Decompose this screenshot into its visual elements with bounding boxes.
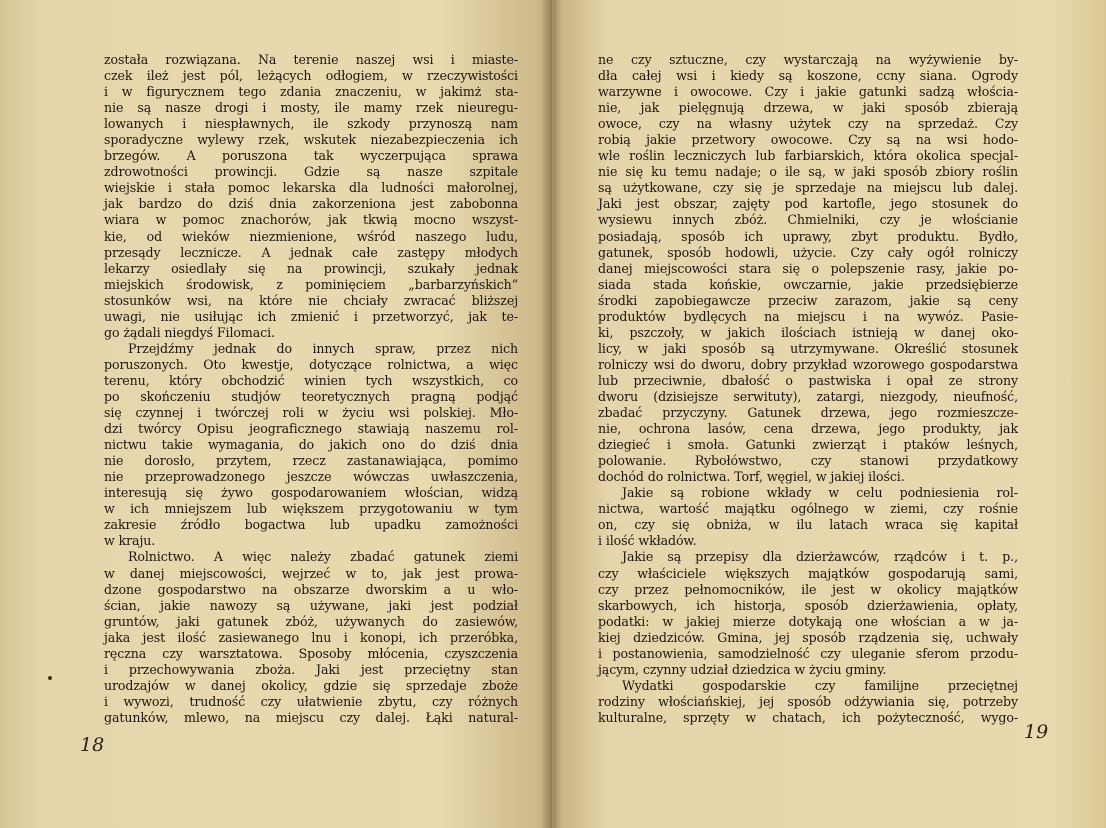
text-line: wysiewu innych zbóż. Chmielniki, czy je włościanie [598,212,1018,228]
text-line: ścian, jakie nawozy są używane, jaki jest podział [104,597,518,613]
text-line: posiadają, sposób ich uprawy, zbyt produktu. Bydło, [598,228,1018,244]
text-line: licy, w jaki sposób są utrzymywane. Określić stosunek [598,340,1018,356]
text-line: jaka jest ilość zasiewanego lnu i konopi, ich przeróbka, [104,629,518,645]
text-line: poruszonych. Oto kwestje, dotyczące rolnictwa, a więc [104,356,518,372]
text-line: kulturalne, sprzęty w chatach, ich pożyteczność, wygo- [598,709,1018,725]
text-line: dła całej wsi i kiedy są koszone, ccny siana. Ogrody [598,68,1018,84]
text-line: Jakie są przepisy dla dzierżawców, rządców i t. p., [622,549,1018,565]
text-line: lekarzy osiedlały się na prowincji, szukały jednak [104,260,518,276]
text-line: czy przez pełnomocników, ile jest w okolicy majątków [598,581,1018,597]
text-line: czek ileż jest pól, leżących odłogiem, w rzeczywistości [104,68,518,84]
text-line: kie, od wieków niezmienione, wśród naszego ludu, [104,228,518,244]
text-line: lowanych i niespławnych, ile szkody przynoszą nam [104,116,518,132]
text-line: są użytkowane, czy się je sprzedaje na miejscu lub dalej. [598,180,1018,196]
text-line: wiejskie i stała pomoc lekarska dla ludności małorolnej, [104,180,518,196]
text-line: i ilość wkładów. [598,533,697,549]
text-line: dzi twórcy Opisu jeograficznego stawiają naszemu rol- [104,421,518,437]
text-line: warzywne i owocowe. Czy i jakie gatunki sadzą włościa- [598,84,1018,100]
text-line: ki, pszczoły, w jakich ilościach istnieją w danej oko- [598,324,1018,340]
right-page-text [598,52,1018,726]
text-line: i przechowywania zboża. Jaki jest przeciętny stan [104,661,518,677]
text-line: Jaki jest obszar, zajęty pod kartofle, jego stosunek do [598,196,1018,212]
text-line: dochód do rolnictwa. Torf, węgiel, w jakiej ilości. [598,469,905,485]
text-line: nie przeprowadzonego jeszcze wówczas uwłaszczenia, [104,469,518,485]
text-line: wiara w pomoc znachorów, jak tkwią mocno wszyst- [104,212,518,228]
text-line: jak bardzo do dziś dnia zakorzeniona jest zabobonna [104,196,518,212]
text-line: została rozwiązana. Na terenie naszej wsi i miaste- [104,52,518,67]
text-line: robią jakie przetwory owocowe. Czy są na wsi hodo- [598,132,1018,148]
text-line: czy właściciele większych majątków gospodarują sami, [598,565,1018,581]
text-line: w ich mniejszem lub większem przygotowaniu w tym [104,501,518,517]
book-gutter [540,0,562,828]
text-line: sporadyczne wylewy rzek, wskutek niezabezpieczenia ich [104,132,518,148]
text-line: środki zapobiegawcze przeciw zarazom, jakie są ceny [598,292,1018,308]
text-line: danej miejscowości stara się o polepszenie rasy, jakie po- [598,260,1018,276]
text-line: Jakie są robione wkłady w celu podniesienia rol- [622,485,1018,501]
text-line: Wydatki gospodarskie czy familijne przeciętnej [622,677,1018,693]
text-line: Rolnictwo. A więc należy zbadać gatunek ziemi [128,549,518,565]
text-line: nie, jak pielęgnują drzewa, w jaki sposób zbierają [598,100,1018,116]
text-line: i postanowienia, samodzielność czy uleganie sferom przodu- [598,645,1018,661]
text-line: gatunek, sposób hodowli, użycie. Czy cały ogół rolniczy [598,244,1018,260]
text-line: terenu, który obchodzić winien tych wszystkich, co [104,372,518,388]
text-line: nie się ku temu nadaje; o ile są, w jaki sposób zbiory roślin [598,164,1018,180]
text-line: gruntów, jaki gatunek zbóż, używanych do zasiewów, [104,613,518,629]
right-page-number: 19 [1024,721,1049,743]
text-line: dzone gospodarstwo na obszarze dworskim a u wło- [104,581,518,597]
text-line: w kraju. [104,533,156,549]
text-line: się czynnej i twórczej roli w życiu wsi polskiej. Mło- [104,405,518,421]
text-line: on, czy się obniża, w ilu latach wraca się kapitał [598,517,1018,533]
text-line: produktów bydlęcych na miejscu i na wywóz. Pasie- [598,308,1018,324]
text-line: interesują się żywo gospodarowaniem włościan, widzą [104,485,518,501]
text-line: dworu (dzisiejsze serwituty), zatargi, niezgody, nieufność, [598,388,1018,404]
text-line: w danej miejscowości, wejrzeć w to, jak jest prowa- [104,565,518,581]
text-line: owoce, czy na własny użytek czy na sprzedaż. Czy [598,116,1018,132]
text-line: zbadać przyczyny. Gatunek drzewa, jego rozmieszcze- [598,405,1018,421]
text-line: przesądy lecznicze. A jednak całe zastępy młodych [104,244,518,260]
text-line: podatki: w jakiej mierze dotykają one włościan a w ja- [598,613,1018,629]
text-line: Przejdźmy jednak do innych spraw, przez nich [128,340,518,356]
text-line: brzegów. A poruszona tak wyczerpująca sprawa [104,148,518,164]
ink-speck [48,676,52,680]
text-line: i wywozi, trudność czy ułatwienie zbytu, czy różnych [104,693,518,709]
text-line: nictwu takie wymagania, do jakich ono do dziś dnia [104,437,518,453]
text-line: stosunków wsi, na które nie chciały zwracać bliższej [104,292,518,308]
text-line: zdrowotności prowincji. Gdzie są nasze szpitale [104,164,518,180]
text-line: skarbowych, ich historja, sposób dzierżawienia, opłaty, [598,597,1018,613]
text-line: po skończeniu studjów teoretycznych pragną podjąć [104,388,518,404]
text-line: polowanie. Rybołówstwo, czy stanowi przydatkowy [598,453,1018,469]
text-line: uwagi, nie usiłując ich zmienić i przetworzyć, jak te- [104,308,518,324]
text-line: rodziny włościańskiej, jej sposób odżywiania się, potrzeby [598,693,1018,709]
text-line: lub przeciwnie, dbałość o pastwiska i opał ze strony [598,372,1018,388]
text-line: zakresie źródło bogactwa lub upadku zamożności [104,517,518,533]
text-line: dziegieć i smoła. Gatunki zwierząt i ptaków leśnych, [598,437,1018,453]
text-line: go żądali niegdyś Filomaci. [104,324,275,340]
text-line: nie, ochrona lasów, cena drzewa, jego produkty, jak [598,421,1018,437]
text-line: nie dorosło, przytem, rzecz zastanawiająca, pomimo [104,453,518,469]
text-line: ne czy sztuczne, czy wystarczają na wyżywienie by- [598,52,1018,67]
text-line: ręczna czy warsztatowa. Sposoby młócenia, czyszczenia [104,645,518,661]
text-line: gatunków, mlewo, na miejscu czy dalej. Łąki natural- [104,709,518,725]
left-page-number: 18 [80,734,105,756]
text-line: rolniczy wsi do dworu, dobry przykład wzorowego gospodarstwa [598,356,1018,372]
left-page-text [104,52,518,726]
text-line: nie są nasze drogi i mosty, ile mamy rzek nieuregu- [104,100,518,116]
text-line: wle roślin leczniczych lub farbiarskich, która okolica specjal- [598,148,1018,164]
left-page [0,0,549,828]
text-line: i w figurycznem tego zdania znaczeniu, w jakimż sta- [104,84,518,100]
text-line: jącym, czynny udział dziedzica w życiu gminy. [598,661,887,677]
text-line: kiej dziedziców. Gmina, jej sposób rządzenia się, uchwały [598,629,1018,645]
text-line: siada stada końskie, owczarnie, jakie przedsiębierze [598,276,1018,292]
text-line: nictwa, wartość majątku ogólnego w ziemi, czy rośnie [598,501,1018,517]
text-line: urodzajów w danej okolicy, gdzie się sprzedaje zboże [104,677,518,693]
text-line: miejskich środowisk, z pominięciem „barbarzyńskich“ [104,276,518,292]
